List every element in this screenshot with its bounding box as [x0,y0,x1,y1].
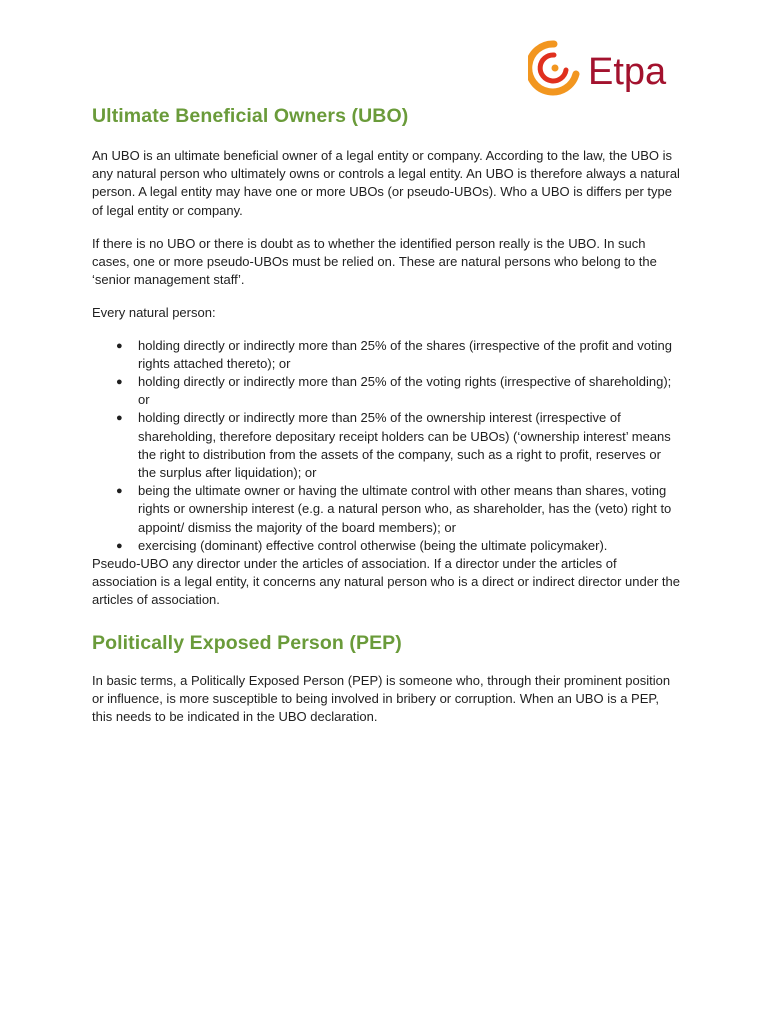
bullet-icon: ● [116,339,123,352]
list-item: ● holding directly or indirectly more than 25% of the voting rights (irrespective of shareholding); or [116,374,672,408]
bullet-icon: ● [116,485,123,498]
list-item: ● being the ultimate owner or having the ultimate control with other means than shares, voting rights or ownership interest (e.g. a natural person who, as shareholder, has the (veto) right to appoint/ dismiss the majority of the board members); or [116,483,672,535]
bullet-icon: ● [116,539,123,552]
list-item: ● holding directly or indirectly more than 25% of the ownership interest (irrespective of shareholding, therefore depositary receipt holders can be UBOs) (‘ownership interest’ means the right to distribution from the assets of the company, such as a right to profit, reserves or the surplus after liquidation); or [116,410,671,481]
ubo-paragraph-2: If there is no UBO or there is doubt as to whether the identified person really is the UBO. In such cases, one or more pseudo-UBOs must be relied on. These are natural persons who belong to the ‘senior management staff’. [92,235,657,288]
list-item: ● exercising (dominant) effective control otherwise (being the ultimate policymaker). [138,537,682,555]
pep-paragraph: In basic terms, a Politically Exposed Person (PEP) is someone who, through their prominent position or influence, is more susceptible to being involved in bribery or corruption. When an UBO is a PEP, this needs to be indicated in the UBO declaration. [92,672,671,725]
etpa-logo-icon [528,40,688,96]
etpa-logo [528,40,688,96]
document-body [92,100,682,726]
pseudo-ubo-paragraph: Pseudo-UBO any director under the articles of association. If a director under the articles of association is a legal entity, it concerns any natural person who is a direct or indirect director under the articles of association. [92,556,680,608]
ubo-paragraph-1: An UBO is an ultimate beneficial owner of a legal entity or company. According to the law, the UBO is any natural person who ultimately owns or controls a legal entity. An UBO is therefore always a natural person. A legal entity may have one or more UBOs (or pseudo-UBOs). Who a UBO is differs per type of legal entity or company. [92,148,680,218]
bullet-icon: ● [116,412,123,425]
pep-heading: Politically Exposed Person (PEP) [92,631,402,654]
ubo-heading: Ultimate Beneficial Owners (UBO) [92,105,409,127]
logo-text: Etpa [588,51,667,93]
ubo-criteria-list [92,337,682,555]
bullet-icon: ● [116,376,123,389]
ubo-paragraph-3: Every natural person: [92,305,216,321]
list-item: ● holding directly or indirectly more than 25% of the shares (irrespective of the profit and voting rights attached thereto); or [116,337,672,371]
